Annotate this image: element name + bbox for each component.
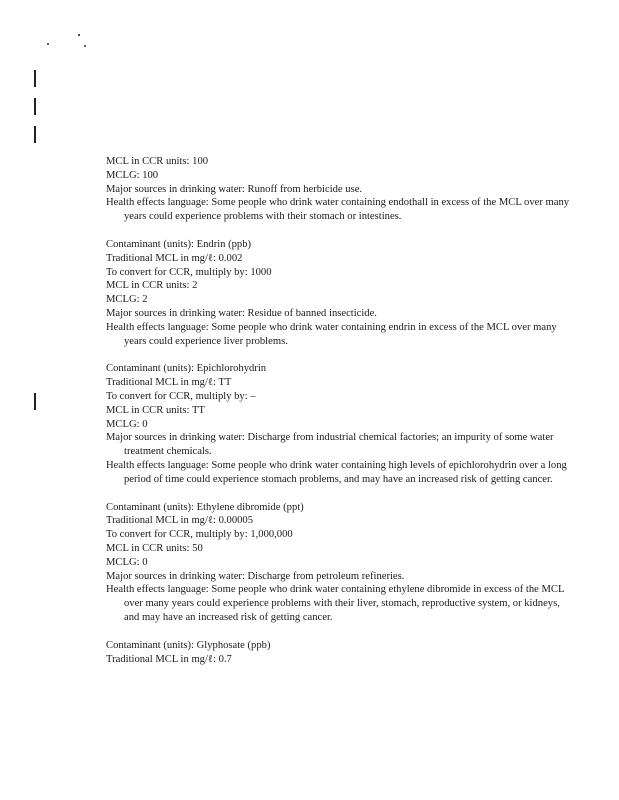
major-sources: Major sources in drinking water: Discharge from industrial chemical factories; an impurity of some water treatment chemicals. bbox=[106, 432, 554, 458]
mclg: MCLG: 0 bbox=[106, 418, 148, 430]
document-body bbox=[106, 155, 576, 680]
major-sources: Major sources in drinking water: Discharge from petroleum refineries. bbox=[106, 570, 405, 582]
contaminant-units: Contaminant (units): Endrin (ppb) bbox=[106, 238, 252, 250]
mcl-ccr-units: MCL in CCR units: 2 bbox=[106, 280, 198, 292]
revision-bar bbox=[34, 393, 36, 410]
scan-speck bbox=[84, 45, 86, 47]
major-sources: Major sources in drinking water: Runoff from herbicide use. bbox=[106, 183, 363, 195]
scan-speck bbox=[78, 34, 80, 36]
contaminant-entry-glyphosate bbox=[106, 639, 576, 667]
contaminant-units: Contaminant (units): Glyphosate (ppb) bbox=[106, 639, 271, 651]
mclg: MCLG: 0 bbox=[106, 556, 148, 568]
mcl-ccr-units: MCL in CCR units: TT bbox=[106, 404, 205, 416]
major-sources: Major sources in drinking water: Residue of banned insecticide. bbox=[106, 307, 377, 319]
convert-multiplier: To convert for CCR, multiply by: – bbox=[106, 390, 256, 402]
scan-speck bbox=[47, 43, 49, 45]
traditional-mcl: Traditional MCL in mg/ℓ: 0.002 bbox=[106, 252, 243, 264]
convert-multiplier: To convert for CCR, multiply by: 1000 bbox=[106, 266, 272, 278]
revision-bar bbox=[34, 126, 36, 143]
traditional-mcl: Traditional MCL in mg/ℓ: 0.7 bbox=[106, 653, 232, 665]
health-effects: Health effects language: Some people who drink water containing endrin in excess of the MCL over many years could experience liver problems. bbox=[106, 321, 557, 347]
traditional-mcl: Traditional MCL in mg/ℓ: TT bbox=[106, 377, 232, 389]
contaminant-entry-epichlorohydrin bbox=[106, 362, 576, 486]
contaminant-entry-endothall bbox=[106, 155, 576, 224]
convert-multiplier: To convert for CCR, multiply by: 1,000,000 bbox=[106, 529, 293, 541]
contaminant-entry-ethylene-dibromide bbox=[106, 501, 576, 625]
traditional-mcl: Traditional MCL in mg/ℓ: 0.00005 bbox=[106, 515, 254, 527]
revision-bar bbox=[34, 70, 36, 87]
health-effects: Health effects language: Some people who drink water containing high levels of epichlorohydrin over a long period of time could experience stomach problems, and may have an increased risk of getting cancer. bbox=[106, 459, 567, 485]
mclg: MCLG: 100 bbox=[106, 169, 159, 181]
contaminant-units: Contaminant (units): Epichlorohydrin bbox=[106, 363, 267, 375]
health-effects: Health effects language: Some people who drink water containing endothall in excess of the MCL over many years could experience problems with their stomach or intestines. bbox=[106, 197, 570, 223]
contaminant-entry-endrin bbox=[106, 238, 576, 348]
revision-bar bbox=[34, 98, 36, 115]
mcl-ccr-units: MCL in CCR units: 100 bbox=[106, 156, 209, 167]
mclg: MCLG: 2 bbox=[106, 294, 148, 306]
health-effects: Health effects language: Some people who drink water containing ethylene dibromide in excess of the MCL over many years could experience problems with their liver, stomach, reproductive system, or kidneys, and may have an increased risk of getting cancer. bbox=[106, 584, 565, 623]
mcl-ccr-units: MCL in CCR units: 50 bbox=[106, 542, 203, 554]
contaminant-units: Contaminant (units): Ethylene dibromide (ppt) bbox=[106, 501, 304, 513]
